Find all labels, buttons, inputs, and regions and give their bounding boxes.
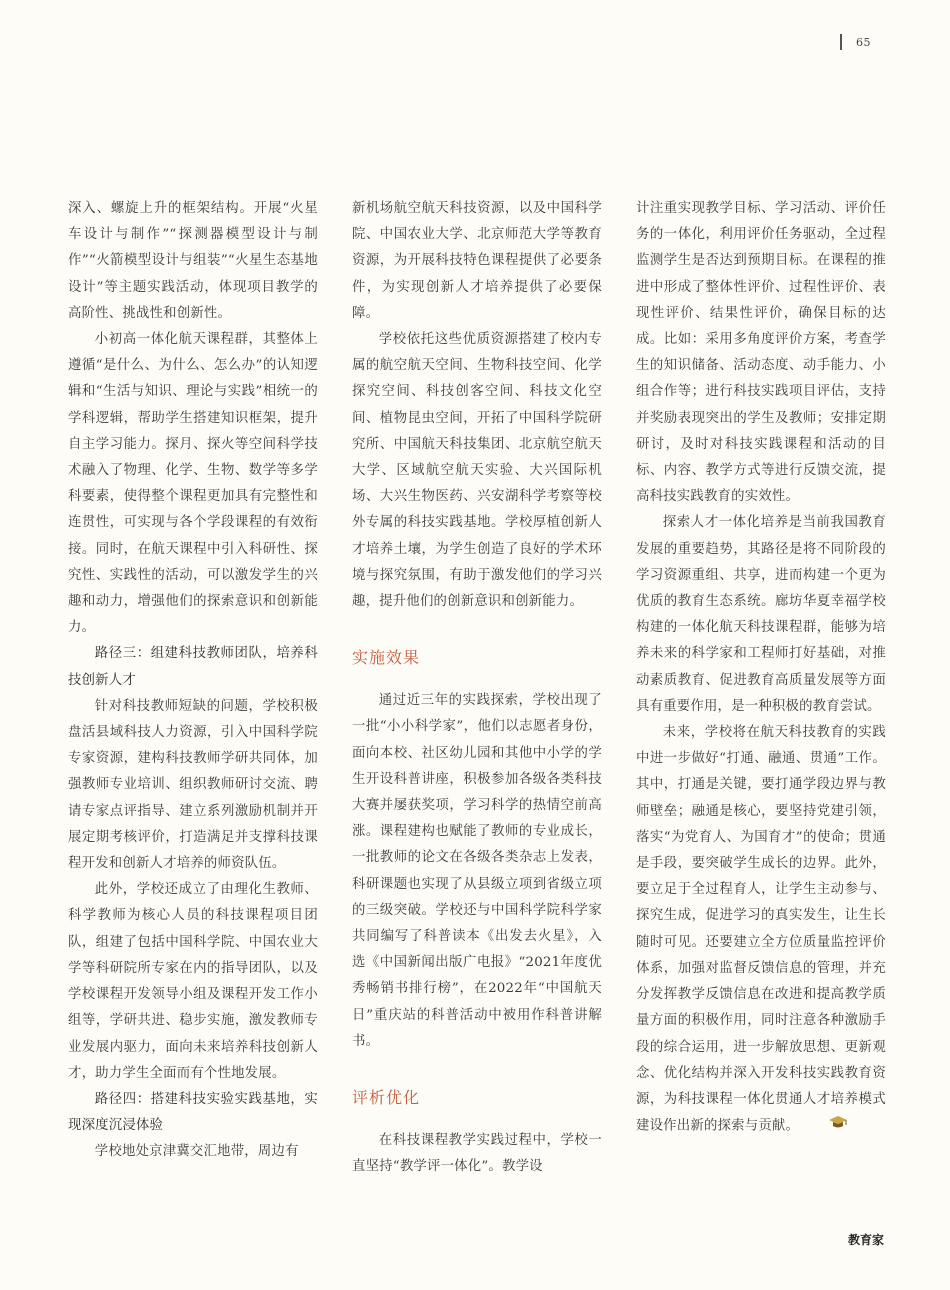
magazine-brand: 教育家 (847, 1233, 884, 1247)
page-number: 65 (856, 35, 871, 49)
paragraph (68, 327, 318, 641)
paragraph (636, 196, 886, 510)
page-header (840, 34, 871, 50)
text: 计注重实现教学目标、学习活动、评价任务的一体化，利用评价任务驱动，全过程监测学生是否达到预期目标。在课程的推进中形成了整体性评价、过程性评价、表现性评价、结果性评价，确保目标的达成。比如：采用多角度评价方案，考查学生的知识储备、活动态度、动手能力、小组合作等；进行科技实践项目评估，支持并奖励表现突出的学生及教师；安排定期研讨，及时对科技实践课程和活动的目标、内容、教学方式等进行反馈交流，提高科技实践教育的实效性。 (636, 201, 886, 505)
text: 小初高一体化航天课程群，其整体上遵循“是什么、为什么、怎么办”的认知逻辑和“生活与知识、理论与实践”相统一的学科逻辑，帮助学生搭建知识框架，提升自主学习能力。探月、探火等空间科学技术融入了物理、化学、生物、数学等多学科要素，使得整个课程更加具有完整性和连贯性，可实现与各个学段课程的有效衔接。同时，在航天课程中引入科研性、探究性、实践性的活动，可以激发学生的兴趣和动力，增强他们的探索意识和创新能力。 (68, 332, 318, 636)
text: 路径三：组建科技教师团队，培养科技创新人才 (68, 646, 318, 688)
text: 在科技课程教学实践过程中，学校一直坚持“教学评一体化”。教学设 (352, 1133, 602, 1175)
text: 学校地处京津冀交汇地带，周边有 (94, 1144, 299, 1160)
subsection-heading (68, 641, 318, 693)
subsection-heading (68, 1087, 318, 1139)
paragraph (68, 694, 318, 877)
text: 针对科技教师短缺的问题，学校积极盘活县域科技人力资源，引入中国科学院专家资源，建构科技教师学研共同体，加强教师专业培训、组织教师研讨交流、聘请专家点评指导、建立系列激励机制并开展定期考核评价，打造满足并支撑科技课程开发和创新人才培养的师资队伍。 (68, 698, 318, 872)
paragraph (68, 1139, 318, 1165)
section-heading (352, 1085, 602, 1108)
paragraph (636, 720, 886, 1140)
header-divider (840, 34, 842, 50)
text: 通过近三年的实践探索，学校出现了一批“小小科学家”，他们以志愿者身份，面向本校、社区幼儿园和其他中小学的学生开设科普讲座，积极参加各级各类科技大赛并屡获奖项，学习科学的热情空前高涨。课程建构也赋能了教师的专业成长，一批教师的论文在各级各类杂志上发表，科研课题也实现了从县级立项到省级立项的三级突破。学校还与中国科学院科学家共同编写了科普读本《出发去火星》，入选《中国新闻出版广电报》“2021年度优秀畅销书排行榜”，在2022年“中国航天日”重庆站的科普活动中被用作科普讲解书。 (352, 693, 602, 1049)
paragraph (352, 327, 602, 615)
text: 探索人才一体化培养是当前我国教育发展的重要趋势，其路径是将不同阶段的学习资源重组、共享，进而构建一个更为优质的教育生态系统。廊坊华夏幸福学校构建的一体化航天科技课程群，能够为培养未来的科学家和工程师打好基础，对推动素质教育、促进教育高质量发展等方面具有重要作用，是一种积极的教育尝试。 (636, 515, 886, 714)
graduation-cap-icon (801, 1113, 848, 1139)
paragraph (352, 196, 602, 327)
paragraph (352, 1128, 602, 1180)
column-3 (636, 196, 886, 1181)
text: 深入、螺旋上升的框架结构。开展“火星车设计与制作”“探测器模型设计与制作”“火箭模型设计与组装”“火星生态基地设计”等主题实践活动，体现项目教学的高阶性、挑战性和创新性。 (68, 201, 318, 321)
paragraph (352, 688, 602, 1055)
paragraph (68, 196, 318, 327)
text: 路径四：搭建科技实验实践基地，实现深度沉浸体验 (68, 1091, 318, 1134)
paragraph (68, 877, 318, 1087)
section-heading (352, 645, 602, 668)
text: 此外，学校还成立了由理化生教师、科学教师为核心人员的科技课程项目团队，组建了包括中国科学院、中国农业大学等科研院所专家在内的指导团队，以及学校课程开发领导小组及课程开发工作小组等，学研共进、稳步实施，激发教师专业发展内驱力，面向未来培养科技创新人才，助力学生全面而有个性地发展。 (68, 882, 318, 1081)
column-1 (68, 196, 318, 1181)
column-2 (352, 196, 602, 1181)
text: 未来，学校将在航天科技教育的实践中进一步做好“打通、融通、贯通”工作。其中，打通是关键，要打通学段边界与教师壁垒；融通是核心，要坚持党建引领，落实“为党育人、为国育才”的使命；贯通是手段，要突破学生成长的边界。此外，要立足于全过程育人，让学生主动参与、探究生成，促进学习的真实发生，让生长随时可见。还要建立全方位质量监控评价体系，加强对监督反馈信息的管理，并充分发挥教学反馈信息在改进和提高教学质量方面的积极作用，同时注意各种激励手段的综合运用，进一步解放思想、更新观念、优化结构并深入开发科技实践教育资源，为科技课程一体化贯通人才培养模式建设作出新的探索与贡献。 (636, 725, 886, 1134)
text: 学校依托这些优质资源搭建了校内专属的航空航天空间、生物科技空间、化学探究空间、科技创客空间、科技文化空间、植物昆虫空间，开拓了中国科学院研究所、中国航天科技集团、北京航空航天大学、区域航空航天实验、大兴国际机场、大兴生物医药、兴安湖科学考察等校外专属的科技实践基地。学校厚植创新人才培养土壤，为学生创造了良好的学术环境与探究氛围，有助于激发他们的学习兴趣，提升他们的创新意识和创新能力。 (352, 332, 602, 610)
text: 新机场航空航天科技资源，以及中国科学院、中国农业大学、北京师范大学等教育资源，为开展科技特色课程提供了必要条件，为实现创新人才培养提供了必要保障。 (352, 201, 602, 321)
text: 评析优化 (352, 1088, 421, 1108)
text: 实施效果 (352, 648, 421, 668)
paragraph (636, 510, 886, 720)
article-body (68, 196, 886, 1181)
